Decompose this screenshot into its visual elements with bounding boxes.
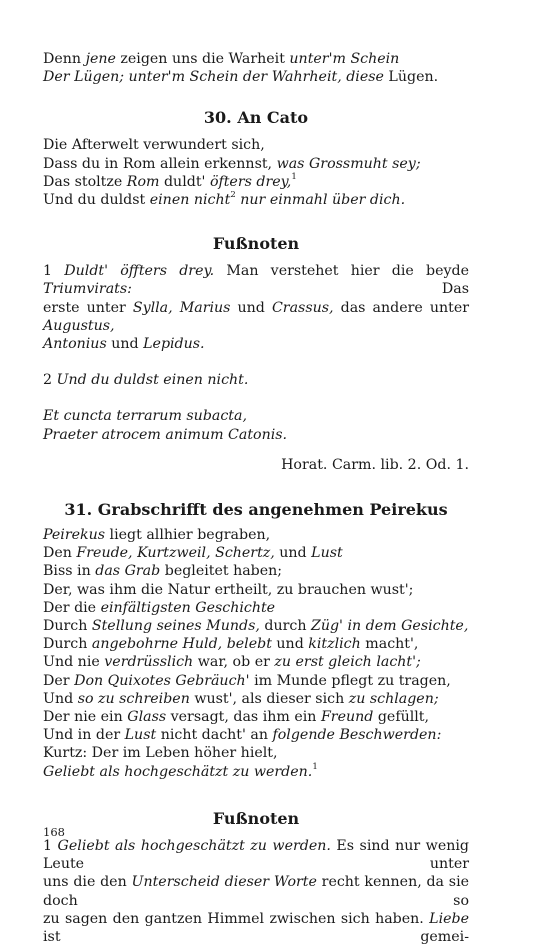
verse-line <box>43 155 469 173</box>
verse-line <box>43 744 469 762</box>
section-30-poem <box>43 136 469 209</box>
italic-text: Triumvirats: <box>43 281 132 298</box>
text-run: duldt' <box>159 173 210 190</box>
text-run: liegt allhier begraben, <box>105 527 271 544</box>
page-body <box>43 50 469 946</box>
text-run: 1 <box>43 837 58 854</box>
italic-text: Lust <box>311 545 343 562</box>
italic-text: das Grab <box>95 563 161 580</box>
text-run: wust', als dieser sich <box>189 690 349 707</box>
italic-text: Lust <box>124 727 157 744</box>
text-run: Man verstehet hier die beyde <box>214 263 470 280</box>
text-run: Der die <box>43 599 101 616</box>
text-run: Der <box>43 672 75 689</box>
footnote-line <box>43 299 469 335</box>
verse-line <box>43 68 469 86</box>
footnote-line <box>43 837 469 873</box>
section-30-title: 30. An Cato <box>203 108 309 128</box>
footnote-1 <box>43 262 469 353</box>
footnote-line <box>43 873 469 909</box>
text-run: Durch <box>43 636 92 653</box>
text-run: Lügen. <box>383 69 439 86</box>
text-run: und <box>106 336 144 353</box>
text-run: Und du duldst <box>43 192 150 209</box>
text-run: uns die den <box>43 874 132 891</box>
footnotes-heading: Fußnoten <box>212 234 300 254</box>
footnote-line <box>43 335 469 353</box>
verse-line <box>43 136 469 154</box>
italic-text: Praeter atrocem animum Catonis. <box>43 426 288 443</box>
italic-text: Et cuncta terrarum subacta, <box>43 408 247 425</box>
italic-text: Züg' in dem Gesichte, <box>310 618 469 635</box>
text-run: Den <box>43 545 77 562</box>
italic-text: Freund <box>320 709 374 726</box>
verse-line <box>43 653 469 671</box>
verse-line <box>43 581 469 599</box>
verse-line <box>43 562 469 580</box>
footnote-marker: 2 <box>230 190 236 201</box>
italic-text: Unterscheid dieser Worte <box>131 874 317 891</box>
verse-line <box>43 708 469 726</box>
text-run: Denn <box>43 51 86 67</box>
text-run: 1 <box>43 263 65 280</box>
text-run: erste unter <box>43 299 133 316</box>
italic-text: angebohrne Huld, belebt <box>91 636 272 653</box>
italic-text: jene <box>85 51 116 67</box>
italic-text: einen nicht <box>149 192 231 209</box>
verse-line <box>43 173 469 191</box>
italic-text: Glass <box>127 709 167 726</box>
italic-text: Peirekus <box>43 527 106 544</box>
italic-text: folgende Beschwerden: <box>272 727 442 744</box>
footnote-line <box>43 371 469 389</box>
italic-text: Freude, Kurtzweil, Schertz, <box>76 545 275 562</box>
footnote-line <box>43 262 469 298</box>
italic-text: Antonius <box>43 336 107 353</box>
text-run: Dass du in Rom allein erkennst, <box>43 155 277 172</box>
italic-text: was Grossmuht sey; <box>276 155 421 172</box>
verse-line <box>43 672 469 690</box>
italic-text: Und du duldst einen nicht. <box>56 372 249 389</box>
verse-line <box>43 763 469 781</box>
intro-verse <box>43 50 469 86</box>
text-run: Und nie <box>43 654 105 671</box>
italic-text: zu schlagen; <box>348 690 439 707</box>
verse-line <box>43 635 469 653</box>
italic-text: öfters drey, <box>209 173 292 190</box>
verse-line <box>43 599 469 617</box>
verse-line <box>43 617 469 635</box>
text-run: und <box>230 299 272 316</box>
italic-text: unter'm Schein <box>289 51 400 67</box>
footnotes-heading: Fußnoten <box>212 808 300 828</box>
text-run: im Munde pflegt zu tragen, <box>249 672 451 689</box>
italic-text: Augustus, <box>43 317 115 334</box>
text-run: das andere unter <box>333 299 469 316</box>
quote-source: Horat. Carm. lib. 2. Od. 1. <box>281 456 469 473</box>
italic-text: so zu schreiben <box>77 690 190 707</box>
text-run: Biss in <box>43 563 96 580</box>
page-number: 168 <box>43 825 65 839</box>
italic-text: verdrüsslich <box>104 654 194 671</box>
text-run: ist gemei- <box>43 928 469 945</box>
italic-text: nur einmahl über dich. <box>235 192 406 209</box>
text-run: Das <box>131 281 469 298</box>
footnote-marker: 1 <box>312 761 318 772</box>
italic-text: Liebe <box>429 910 469 927</box>
italic-text: Stellung seines Munds, <box>91 618 260 635</box>
italic-text: Geliebt als hochgeschätzt zu werden. <box>57 837 331 854</box>
italic-text: Rom <box>126 173 160 190</box>
text-run: Und <box>43 690 78 707</box>
footnote-marker: 1 <box>291 172 297 183</box>
verse-line <box>43 544 469 562</box>
section-31-poem <box>43 526 469 781</box>
text-run: Die Afterwelt verwundert sich, <box>43 137 265 154</box>
verse-line <box>43 526 469 544</box>
quote-line <box>43 426 469 444</box>
verse-line <box>43 726 469 744</box>
text-run: und <box>274 545 312 562</box>
verse-line <box>43 690 469 708</box>
text-run: Der nie ein <box>43 709 128 726</box>
text-run: recht kennen, da sie doch so <box>43 874 470 909</box>
verse-line <box>43 50 469 68</box>
italic-text: einfältigsten Geschichte <box>100 599 276 616</box>
text-run: und <box>271 636 309 653</box>
text-run: macht', <box>360 636 419 653</box>
footnote-2 <box>43 371 469 389</box>
text-run: Und in der <box>43 727 125 744</box>
text-run: Es sind nur wenig Leute unter <box>43 837 469 873</box>
italic-text: Sylla, Marius <box>132 299 231 316</box>
text-run: Der, was ihm die Natur ertheilt, zu brauchen wust'; <box>43 581 414 598</box>
italic-text: Duldt' öffters drey. <box>64 263 215 280</box>
verse-line <box>43 191 469 209</box>
italic-text: Geliebt als hochgeschätzt zu werden. <box>43 763 313 780</box>
italic-text: Don Quixotes Gebräuch' <box>74 672 250 689</box>
italic-text: Crassus, <box>271 299 334 316</box>
italic-text: kitzlich <box>308 636 361 653</box>
text-run: zeigen uns die Warheit <box>115 51 290 67</box>
text-run: Durch <box>43 618 92 635</box>
text-run: Kurtz: Der im Leben höher hielt, <box>43 745 278 762</box>
text-run: begleitet haben; <box>160 563 283 580</box>
text-run: zu sagen den gantzen Himmel zwischen sich haben. <box>43 910 430 927</box>
footnote-line <box>43 910 469 946</box>
italic-text: Lepidus. <box>143 336 205 353</box>
text-run: versagt, das ihm ein <box>166 709 321 726</box>
quote-line <box>43 407 469 425</box>
italic-text: Der Lügen; unter'm Schein der Wahrheit, diese <box>43 69 384 86</box>
footnote-1 <box>43 837 469 946</box>
text-run: Das stoltze <box>43 173 127 190</box>
text-run: 2 <box>43 372 57 389</box>
text-run: war, ob er <box>193 654 275 671</box>
footnote-quote <box>43 407 469 443</box>
italic-text: zu erst gleich lacht'; <box>274 654 421 671</box>
text-run: gefüllt, <box>373 709 429 726</box>
section-31-title: 31. Grabschrifft des angenehmen Peirekus <box>64 500 448 520</box>
text-run: durch <box>259 618 311 635</box>
text-run: nicht dacht' an <box>156 727 273 744</box>
